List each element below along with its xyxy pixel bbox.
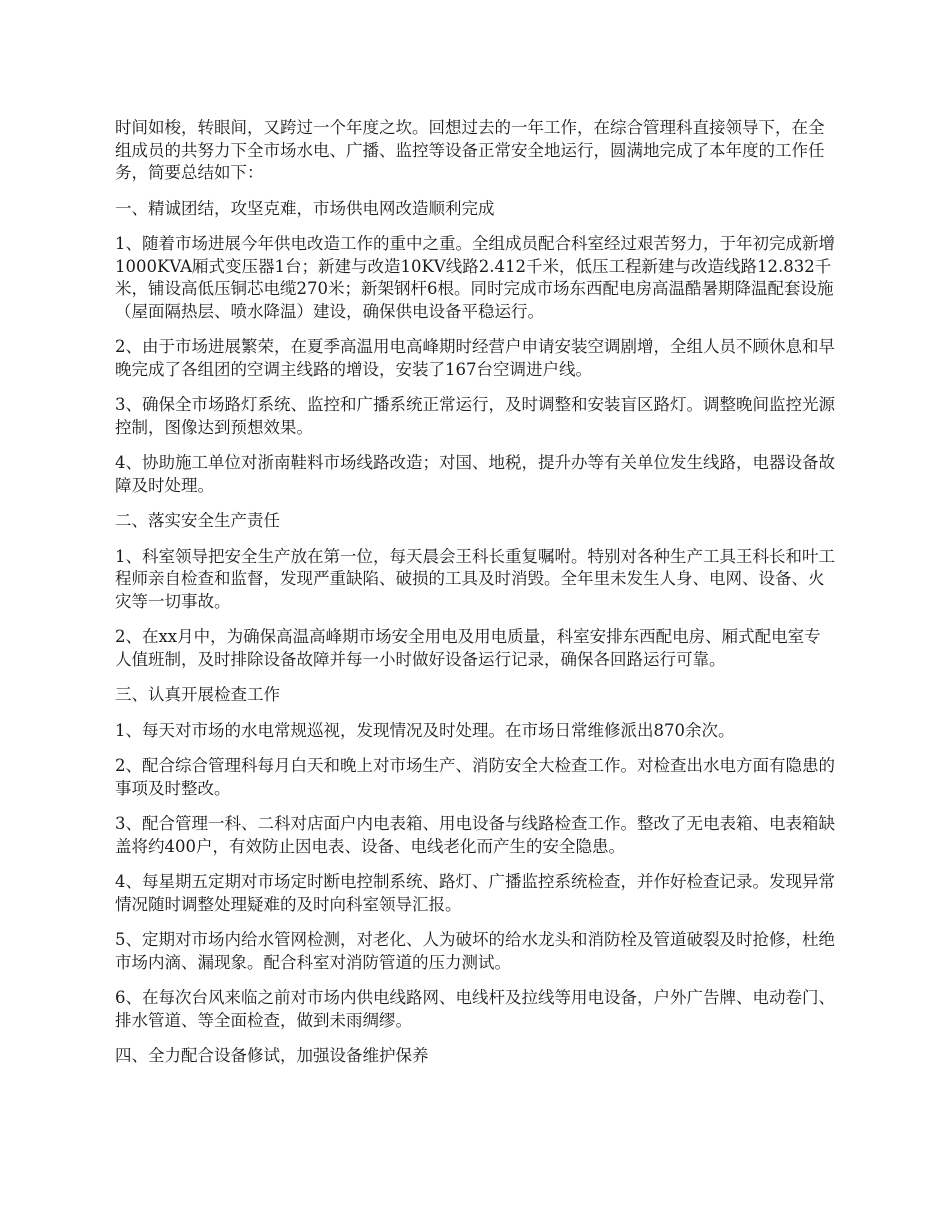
section-3-item-1: 1、每天对市场的水电常规巡视，发现情况及时处理。在市场日常维修派出870余次。 — [115, 720, 735, 740]
section-1-item-2: 2、由于市场进展繁荣，在夏季高温用电高峰期时经营户申请安装空调剧增，全组人员不顾休息和早晚完成了各组团的空调主线路的增设，安装了167台空调进户线。 — [115, 337, 835, 379]
section-4-heading: 四、全力配合设备修试，加强设备维护保养 — [115, 1046, 429, 1065]
section-3-heading: 三、认真开展检查工作 — [115, 685, 280, 704]
section-1-heading: 一、精诚团结，攻坚克难，市场供电网改造顺利完成 — [115, 198, 495, 218]
document-body — [115, 117, 837, 1081]
section-2-item-1: 1、科室领导把安全生产放在第一位，每天晨会王科长重复嘱咐。特别对各种生产工具王科长和叶工程师亲自检查和监督，发现严重缺陷、破损的工具及时消毁。全年里未发生人身、电网、设备、火灾等一切事故。 — [115, 546, 835, 611]
section-2-item-2: 2、在xx月中，为确保高温高峰期市场安全用电及用电质量，科室安排东西配电房、厢式配电室专人值班制，及时排除设备故障并每一小时做好设备运行记录，确保各回路运行可靠。 — [115, 627, 821, 669]
section-3-item-3: 3、配合管理一科、二科对店面户内电表箱、用电设备与线路检查工作。整改了无电表箱、电表箱缺盖将约400户，有效防止因电表、设备、电线老化而产生的安全隐患。 — [115, 814, 835, 856]
section-3-item-4: 4、每星期五定期对市场定时断电控制系统、路灯、广播监控系统检查，并作好检查记录。发现异常情况随时调整处理疑难的及时向科室领导汇报。 — [115, 872, 835, 914]
intro-paragraph: 时间如梭，转眼间，又跨过一个年度之坎。回想过去的一年工作，在综合管理科直接领导下，在全组成员的共努力下全市场水电、广播、监控等设备正常安全地运行，圆满地完成了本年度的工作任务，简要总结如下： — [115, 118, 825, 182]
section-1-item-4: 4、协助施工单位对浙南鞋料市场线路改造；对国、地税，提升办等有关单位发生线路，电器设备故障及时处理。 — [115, 453, 835, 495]
section-3-item-2: 2、配合综合管理科每月白天和晚上对市场生产、消防安全大检查工作。对检查出水电方面有隐患的事项及时整改。 — [115, 756, 835, 798]
section-1-item-3: 3、确保全市场路灯系统、监控和广播系统正常运行，及时调整和安装盲区路灯。调整晚间监控光源控制，图像达到预想效果。 — [115, 395, 835, 437]
section-3-item-6: 6、在每次台风来临之前对市场内供电线路网、电线杆及拉线等用电设备，户外广告牌、电动卷门、排水管道、等全面检查，做到未雨绸缪。 — [115, 988, 835, 1030]
section-2-heading: 二、落实安全生产责任 — [115, 511, 280, 530]
section-3-item-5: 5、定期对市场内给水管网检测，对老化、人为破坏的给水龙头和消防栓及管道破裂及时抢修，杜绝市场内滴、漏现象。配合科室对消防管道的压力测试。 — [115, 930, 835, 972]
section-1-item-1: 1、随着市场进展今年供电改造工作的重中之重。全组成员配合科室经过艰苦努力，于年初完成新增1000KVA厢式变压器1台；新建与改造10KV线路2.412千米，低压工程新建与改造线路12.832千米，铺设高低压铜芯电缆270米；新架钢杆6根。同时完成市场东西配电房高温酷暑期降温配套设施（屋面隔热层、喷水降温）建设，确保供电设备平稳运行。 — [115, 234, 835, 321]
